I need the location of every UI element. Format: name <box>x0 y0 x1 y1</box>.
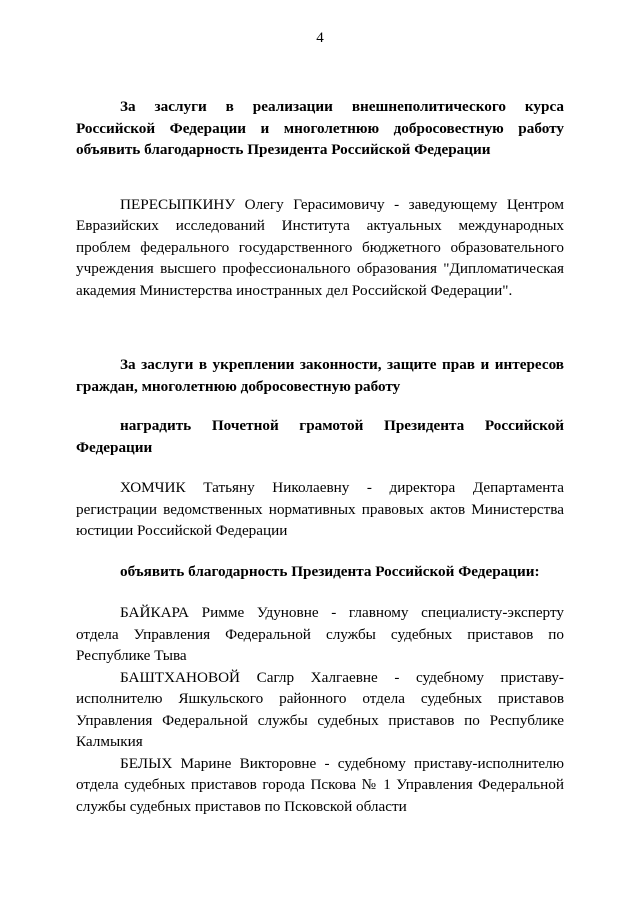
gratitude-heading: объявить благодарность Президента Российской Федерации: <box>120 562 540 580</box>
gratitude-person-2: БАШТХАНОВОЙ Саглр Халгаевне - судебному приставу-исполнителю Яшкульского районного отдела судебных приставов Управления Федеральной службы судебных приставов по Республике Калмыкия <box>76 668 564 750</box>
section-1-person: ПЕРЕСЫПКИНУ Олегу Герасимовичу - заведующему Центром Евразийских исследований Института актуальных международных проблем федерального государственного бюджетного образовательного учреждения высшего профессионального образования "Дипломатическая академия Министерства иностранных дел Российской Федерации". <box>76 195 564 299</box>
award-heading: наградить Почетной грамотой Президента Российской Федерации <box>76 417 564 456</box>
page-number: 4 <box>316 30 324 46</box>
gratitude-person-1: БАЙКАРА Римме Удуновне - главному специалисту-эксперту отдела Управления Федеральной службы судебных приставов по Республике Тыва <box>76 604 564 664</box>
gratitude-person-3: БЕЛЫХ Марине Викторовне - судебному приставу-исполнителю отдела судебных приставов города Пскова № 1 Управления Федеральной службы судебных приставов по Псковской области <box>76 754 564 815</box>
award-person: ХОМЧИК Татьяну Николаевну - директора Департамента регистрации ведомственных нормативных правовых актов Министерства юстиции Российской Федерации <box>76 479 564 539</box>
document-body <box>76 96 564 817</box>
section-2-heading: За заслуги в укреплении законности, защите прав и интересов граждан, многолетнюю добросовестную работу <box>76 356 564 395</box>
section-1-heading: За заслуги в реализации внешнеполитического курса Российской Федерации и многолетнюю добросовестную работу объявить благодарность Президента Российской Федерации <box>76 98 564 158</box>
